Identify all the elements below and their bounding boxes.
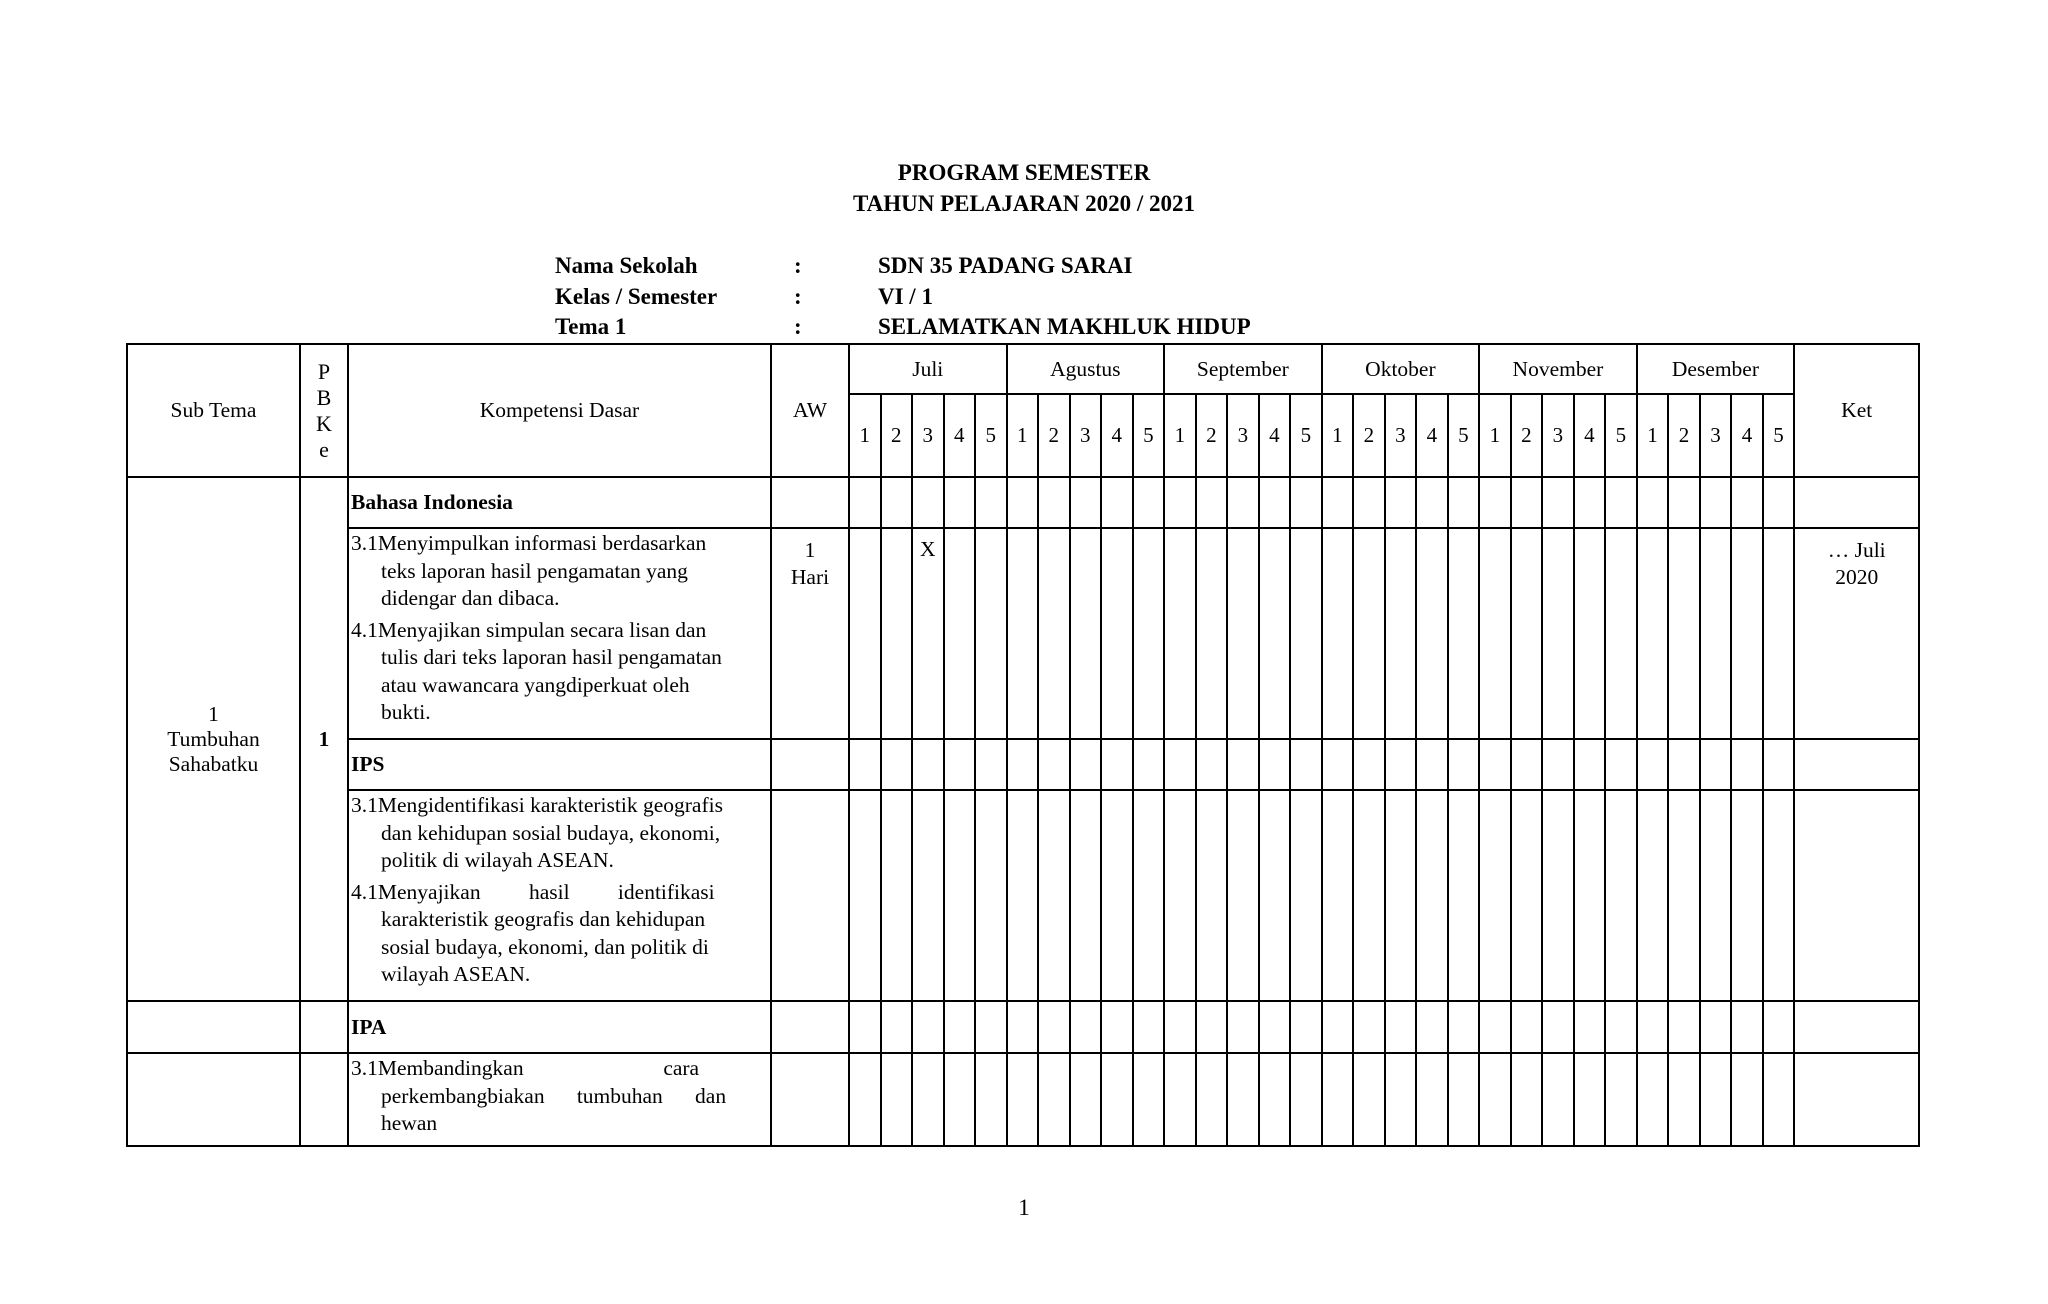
schedule-cell <box>1637 1001 1669 1053</box>
week-header: 2 <box>1196 394 1228 477</box>
schedule-cell <box>1353 528 1385 739</box>
schedule-cell <box>1196 739 1228 790</box>
schedule-cell <box>1700 790 1732 1001</box>
schedule-cell <box>1322 1053 1354 1146</box>
program-semester-table <box>126 343 1920 1147</box>
schedule-cell <box>975 790 1007 1001</box>
kd-line: didengar dan dibaca. <box>381 586 560 610</box>
schedule-cell <box>1763 1001 1795 1053</box>
schedule-cell <box>1416 790 1448 1001</box>
schedule-cell <box>1070 1053 1102 1146</box>
schedule-cell <box>1731 790 1763 1001</box>
schedule-cell <box>1227 1053 1259 1146</box>
week-header: 3 <box>912 394 944 477</box>
schedule-cell <box>1511 477 1543 528</box>
section-name-ipa: IPA <box>348 1001 771 1053</box>
ket-cell <box>1794 1053 1919 1146</box>
schedule-cell <box>1101 739 1133 790</box>
week-header: 3 <box>1700 394 1732 477</box>
aw-cell <box>771 1001 849 1053</box>
schedule-cell <box>1731 1001 1763 1053</box>
schedule-cell <box>944 1001 976 1053</box>
schedule-cell <box>1763 477 1795 528</box>
schedule-cell <box>1574 528 1606 739</box>
schedule-cell <box>1164 790 1196 1001</box>
schedule-cell <box>1259 528 1291 739</box>
schedule-cell <box>1448 1001 1480 1053</box>
schedule-cell <box>1668 528 1700 739</box>
section-name-bahasa-indonesia: Bahasa Indonesia <box>348 477 771 528</box>
aw-value: 1 <box>804 538 816 562</box>
schedule-cell <box>1070 1001 1102 1053</box>
schedule-cell <box>1101 1001 1133 1053</box>
schedule-cell <box>1259 477 1291 528</box>
week-header: 2 <box>1511 394 1543 477</box>
schedule-cell <box>1700 739 1732 790</box>
class-separator: : <box>794 284 802 309</box>
schedule-cell <box>1700 477 1732 528</box>
schedule-cell <box>1448 528 1480 739</box>
schedule-cell <box>1196 477 1228 528</box>
schedule-cell <box>912 739 944 790</box>
schedule-cell <box>1290 739 1322 790</box>
week-header: 1 <box>1322 394 1354 477</box>
schedule-cell <box>944 790 976 1001</box>
ket-cell <box>1794 477 1919 528</box>
schedule-cell <box>1511 528 1543 739</box>
schedule-cell <box>1416 1001 1448 1053</box>
schedule-cell <box>1322 528 1354 739</box>
theme-label: Tema 1 <box>555 314 627 339</box>
class-label: Kelas / Semester <box>555 284 718 309</box>
schedule-cell <box>1542 1001 1574 1053</box>
week-header: 4 <box>1574 394 1606 477</box>
schedule-cell <box>1290 1053 1322 1146</box>
aw-cell <box>771 739 849 790</box>
schedule-cell <box>1511 739 1543 790</box>
week-header: 4 <box>1259 394 1291 477</box>
schedule-cell <box>849 1001 881 1053</box>
schedule-cell <box>1731 1053 1763 1146</box>
week-header: 4 <box>1731 394 1763 477</box>
schedule-cell <box>1637 528 1669 739</box>
week-header: 4 <box>944 394 976 477</box>
schedule-cell <box>1259 1001 1291 1053</box>
schedule-cell <box>1479 790 1511 1001</box>
ket-cell <box>1794 739 1919 790</box>
schedule-cell <box>1322 790 1354 1001</box>
kd-line: wilayah ASEAN. <box>381 962 531 986</box>
school-label: Nama Sekolah <box>555 253 698 278</box>
schedule-cell <box>1196 1001 1228 1053</box>
schedule-cell <box>1668 1001 1700 1053</box>
schedule-cell <box>849 739 881 790</box>
week-header: 1 <box>1164 394 1196 477</box>
schedule-cell <box>1542 739 1574 790</box>
kd-bahasa-indonesia <box>348 528 771 739</box>
schedule-cell <box>1196 528 1228 739</box>
ket-cell <box>1794 1001 1919 1053</box>
week-header: 5 <box>1448 394 1480 477</box>
school-separator: : <box>794 253 802 278</box>
aw-unit: Hari <box>790 565 830 589</box>
schedule-cell <box>1448 1053 1480 1146</box>
schedule-cell <box>881 739 913 790</box>
kd-item: 3.1Mengidentifikasi karakteristik geografis <box>351 793 723 817</box>
schedule-cell <box>1290 790 1322 1001</box>
schedule-cell <box>1574 739 1606 790</box>
schedule-cell <box>1605 1053 1637 1146</box>
schedule-cell <box>1479 739 1511 790</box>
kd-line: dan kehidupan sosial budaya, ekonomi, <box>381 820 721 845</box>
schedule-cell <box>1479 528 1511 739</box>
schedule-cell <box>1763 739 1795 790</box>
week-header: 1 <box>1637 394 1669 477</box>
schedule-cell <box>1227 790 1259 1001</box>
schedule-cell <box>1448 790 1480 1001</box>
header-month-desember: Desember <box>1637 344 1795 394</box>
kd-line: bukti. <box>381 700 431 724</box>
schedule-cell <box>1101 1053 1133 1146</box>
schedule-cell <box>1353 790 1385 1001</box>
schedule-cell <box>1007 1001 1039 1053</box>
schedule-cell <box>1542 528 1574 739</box>
header-sub-tema: Sub Tema <box>127 344 300 477</box>
schedule-cell <box>1227 1001 1259 1053</box>
kd-item: 3.1Membandingkan cara <box>351 1056 700 1080</box>
schedule-cell <box>1133 790 1165 1001</box>
sub-tema-number: 1 <box>208 701 219 726</box>
schedule-cell <box>1038 477 1070 528</box>
schedule-cell <box>881 1001 913 1053</box>
header-month-september: September <box>1164 344 1322 394</box>
schedule-cell <box>1479 1053 1511 1146</box>
schedule-cell <box>1133 477 1165 528</box>
week-header: 4 <box>1416 394 1448 477</box>
schedule-cell <box>1038 1053 1070 1146</box>
schedule-cell <box>1574 1001 1606 1053</box>
schedule-cell <box>975 528 1007 739</box>
schedule-cell <box>1164 1053 1196 1146</box>
schedule-cell <box>1385 739 1417 790</box>
schedule-cell <box>1700 528 1732 739</box>
schedule-cell <box>944 739 976 790</box>
schedule-cell <box>1133 528 1165 739</box>
schedule-cell <box>1637 739 1669 790</box>
schedule-cell <box>1322 739 1354 790</box>
schedule-cell <box>1668 477 1700 528</box>
schedule-cell <box>1070 790 1102 1001</box>
schedule-cell <box>1007 1053 1039 1146</box>
kd-item: 4.1Menyajikan hasil identifikasi <box>351 879 715 904</box>
schedule-cell <box>1574 1053 1606 1146</box>
schedule-cell <box>1385 1053 1417 1146</box>
schedule-cell <box>912 477 944 528</box>
schedule-cell <box>1731 739 1763 790</box>
schedule-cell <box>1574 790 1606 1001</box>
schedule-cell <box>1700 1001 1732 1053</box>
week-header: 5 <box>1133 394 1165 477</box>
kd-ips <box>348 790 771 1001</box>
week-header: 3 <box>1070 394 1102 477</box>
week-header: 2 <box>881 394 913 477</box>
schedule-cell <box>881 1053 913 1146</box>
kd-line: politik di wilayah ASEAN. <box>381 848 614 872</box>
schedule-mark: X <box>912 528 944 739</box>
schedule-cell <box>881 790 913 1001</box>
pb-cell <box>300 1001 348 1053</box>
schedule-cell <box>1164 739 1196 790</box>
page-title: PROGRAM SEMESTER <box>897 160 1151 185</box>
week-header: 1 <box>1007 394 1039 477</box>
schedule-cell <box>1259 790 1291 1001</box>
week-header: 5 <box>1290 394 1322 477</box>
header-pbke: P B K e <box>300 344 348 477</box>
schedule-cell <box>1542 790 1574 1001</box>
schedule-cell <box>912 1053 944 1146</box>
schedule-cell <box>1038 739 1070 790</box>
schedule-cell <box>1479 477 1511 528</box>
schedule-cell <box>1164 528 1196 739</box>
schedule-cell <box>1164 477 1196 528</box>
schedule-cell <box>1227 477 1259 528</box>
schedule-cell <box>1731 528 1763 739</box>
header-aw: AW <box>771 344 849 477</box>
schedule-cell <box>1511 1053 1543 1146</box>
schedule-cell <box>1763 790 1795 1001</box>
schedule-cell <box>1763 528 1795 739</box>
schedule-cell <box>881 528 913 739</box>
schedule-cell <box>1038 528 1070 739</box>
week-header: 1 <box>1479 394 1511 477</box>
week-header: 5 <box>1605 394 1637 477</box>
schedule-cell <box>1448 739 1480 790</box>
kd-line: tulis dari teks laporan hasil pengamatan <box>381 645 722 669</box>
week-header: 2 <box>1668 394 1700 477</box>
theme-value: SELAMATKAN MAKHLUK HIDUP <box>878 314 1251 339</box>
sub-tema-cell <box>127 477 300 1001</box>
schedule-cell <box>1353 1053 1385 1146</box>
aw-bahasa-indonesia <box>771 528 849 739</box>
schedule-cell <box>1416 1053 1448 1146</box>
schedule-cell <box>1353 739 1385 790</box>
schedule-cell <box>975 739 1007 790</box>
schedule-cell <box>1101 477 1133 528</box>
kd-line: karakteristik geografis dan kehidupan <box>381 907 706 931</box>
schedule-cell <box>1101 528 1133 739</box>
schedule-cell <box>1416 739 1448 790</box>
schedule-cell <box>1070 739 1102 790</box>
schedule-cell <box>1133 1001 1165 1053</box>
schedule-cell <box>1290 528 1322 739</box>
pb-number: 1 <box>300 477 348 1001</box>
kd-line: teks laporan hasil pengamatan yang <box>381 558 688 583</box>
header-month-november: November <box>1479 344 1637 394</box>
schedule-cell <box>849 528 881 739</box>
week-header: 5 <box>1763 394 1795 477</box>
schedule-cell <box>1416 528 1448 739</box>
schedule-cell <box>1763 1053 1795 1146</box>
schedule-cell <box>1385 1001 1417 1053</box>
week-header: 2 <box>1353 394 1385 477</box>
schedule-cell <box>1070 477 1102 528</box>
schedule-cell <box>1511 790 1543 1001</box>
schedule-cell <box>1322 1001 1354 1053</box>
schedule-cell <box>975 1053 1007 1146</box>
schedule-cell <box>912 790 944 1001</box>
schedule-cell <box>1038 790 1070 1001</box>
kd-line: sosial budaya, ekonomi, dan politik di <box>381 934 709 959</box>
schedule-cell <box>1731 477 1763 528</box>
schedule-cell <box>1511 1001 1543 1053</box>
schedule-cell <box>1448 477 1480 528</box>
week-header: 2 <box>1038 394 1070 477</box>
schedule-cell <box>1385 477 1417 528</box>
schedule-cell <box>912 1001 944 1053</box>
aw-cell <box>771 790 849 1001</box>
page-subtitle: TAHUN PELAJARAN 2020 / 2021 <box>852 191 1196 216</box>
schedule-cell <box>1353 477 1385 528</box>
kd-line: atau wawancara yangdiperkuat oleh <box>381 672 690 697</box>
schedule-cell <box>1385 528 1417 739</box>
schedule-cell <box>1542 1053 1574 1146</box>
schedule-cell <box>1007 790 1039 1001</box>
schedule-cell <box>849 790 881 1001</box>
aw-cell <box>771 1053 849 1146</box>
header-month-oktober: Oktober <box>1322 344 1480 394</box>
section-name-ips: IPS <box>348 739 771 790</box>
sub-tema-cell <box>127 1001 300 1053</box>
kd-item: 4.1Menyajikan simpulan secara lisan dan <box>351 617 707 642</box>
schedule-cell <box>1290 477 1322 528</box>
schedule-cell <box>1227 528 1259 739</box>
schedule-cell <box>1605 477 1637 528</box>
schedule-cell <box>1164 1001 1196 1053</box>
schedule-cell <box>1605 528 1637 739</box>
schedule-cell <box>1605 739 1637 790</box>
schedule-cell <box>1700 1053 1732 1146</box>
schedule-cell <box>1196 1053 1228 1146</box>
schedule-cell <box>1542 477 1574 528</box>
schedule-cell <box>1259 739 1291 790</box>
schedule-cell <box>1038 1001 1070 1053</box>
schedule-cell <box>1196 790 1228 1001</box>
kd-ipa <box>348 1053 771 1146</box>
sub-tema-name-line2: Sahabatku <box>168 751 259 776</box>
week-header: 3 <box>1542 394 1574 477</box>
schedule-cell <box>1416 477 1448 528</box>
schedule-cell <box>1007 477 1039 528</box>
schedule-cell <box>944 477 976 528</box>
ket-bahasa-indonesia <box>1794 528 1919 739</box>
header-month-agustus: Agustus <box>1007 344 1165 394</box>
schedule-cell <box>1668 790 1700 1001</box>
schedule-cell <box>1637 477 1669 528</box>
week-header: 5 <box>975 394 1007 477</box>
theme-separator: : <box>794 314 802 339</box>
schedule-cell <box>1007 739 1039 790</box>
week-header: 3 <box>1227 394 1259 477</box>
sub-tema-cell <box>127 1053 300 1146</box>
schedule-cell <box>944 528 976 739</box>
schedule-cell <box>881 477 913 528</box>
header-month-juli: Juli <box>849 344 1007 394</box>
schedule-cell <box>1322 477 1354 528</box>
aw-cell <box>771 477 849 528</box>
ket-line: … Juli <box>1827 538 1886 562</box>
ket-line: 2020 <box>1835 565 1879 589</box>
schedule-cell <box>849 1053 881 1146</box>
schedule-cell <box>1101 790 1133 1001</box>
pb-cell <box>300 1053 348 1146</box>
class-value: VI / 1 <box>878 284 933 309</box>
page-number: 1 <box>1018 1195 1030 1220</box>
schedule-cell <box>1290 1001 1322 1053</box>
school-value: SDN 35 PADANG SARAI <box>878 253 1133 278</box>
schedule-cell <box>975 1001 1007 1053</box>
week-header: 1 <box>849 394 881 477</box>
schedule-cell <box>1259 1053 1291 1146</box>
schedule-cell <box>1574 477 1606 528</box>
kd-line: hewan <box>381 1111 438 1135</box>
kd-line: perkembangbiakan tumbuhan dan <box>381 1083 727 1108</box>
schedule-cell <box>1133 739 1165 790</box>
ket-cell <box>1794 790 1919 1001</box>
week-header: 3 <box>1385 394 1417 477</box>
schedule-cell <box>1007 528 1039 739</box>
schedule-cell <box>1353 1001 1385 1053</box>
schedule-cell <box>1070 528 1102 739</box>
schedule-cell <box>1637 1053 1669 1146</box>
schedule-cell <box>849 477 881 528</box>
schedule-cell <box>944 1053 976 1146</box>
sub-tema-name-line1: Tumbuhan <box>167 726 260 751</box>
kd-item: 3.1Menyimpulkan informasi berdasarkan <box>351 531 707 555</box>
schedule-cell <box>1227 739 1259 790</box>
schedule-cell <box>1385 790 1417 1001</box>
week-header: 4 <box>1101 394 1133 477</box>
schedule-cell <box>1605 1001 1637 1053</box>
schedule-cell <box>1668 1053 1700 1146</box>
header-ket: Ket <box>1794 344 1919 477</box>
header-kompetensi-dasar: Kompetensi Dasar <box>348 344 771 477</box>
schedule-cell <box>1479 1001 1511 1053</box>
schedule-cell <box>1605 790 1637 1001</box>
schedule-cell <box>975 477 1007 528</box>
schedule-cell <box>1637 790 1669 1001</box>
schedule-cell <box>1668 739 1700 790</box>
schedule-cell <box>1133 1053 1165 1146</box>
